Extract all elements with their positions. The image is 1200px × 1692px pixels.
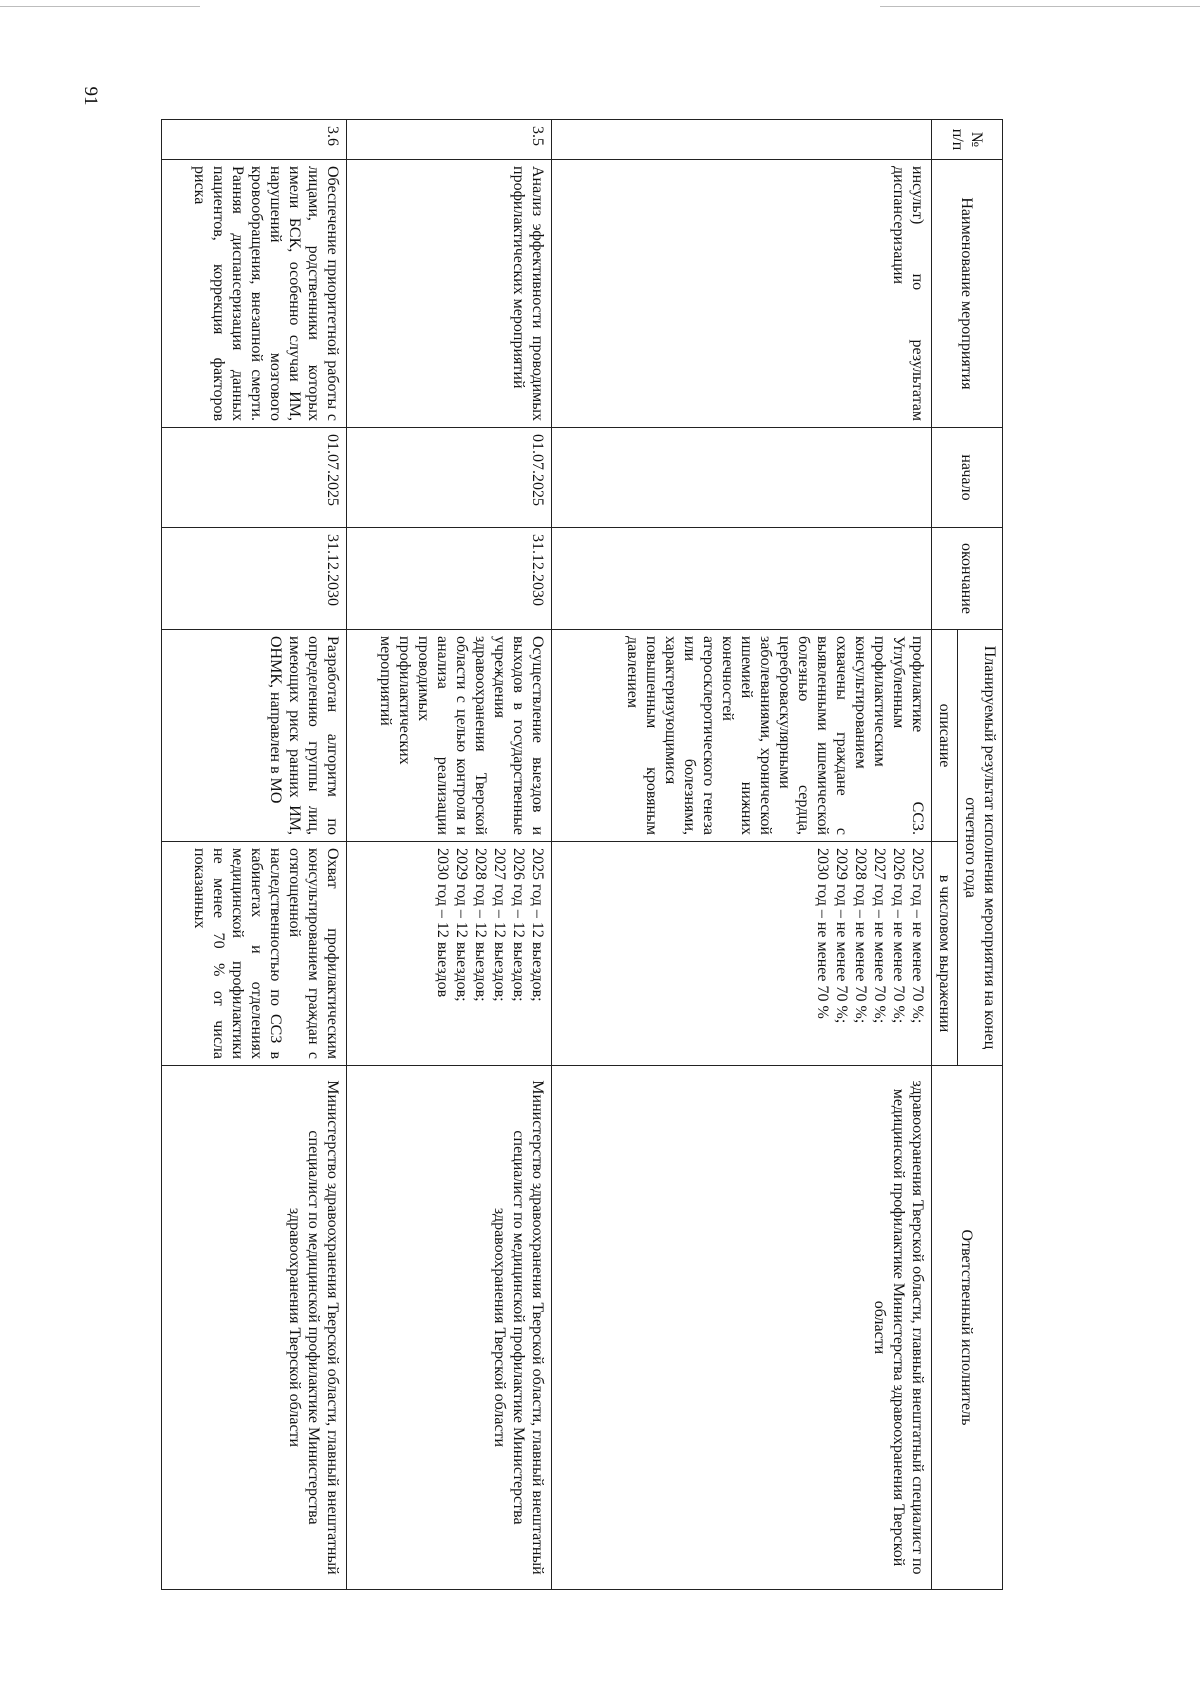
row-numeric: 2025 год – не менее 70 %; 2026 год – не менее 70 %; 2027 год – не менее 70 %; 2028 год – не менее 70 %; 2029 год – не менее 70 %; 2030 год – не менее 70 % [552, 842, 932, 1066]
row-num: 3.5 [347, 120, 552, 160]
row-description: Осуществление выездов и выходов в государственные учреждения здравоохранения Тверской области с целью контроля и анализа реализации проводимых профилактических мероприятий [347, 630, 552, 842]
row-responsible: Министерство здравоохранения Тверской области, главный внештатный специалист по медицинской профилактике Министерства здравоохранения Тверской области [347, 1066, 552, 1590]
header-responsible: Ответственный исполнитель [932, 1066, 1003, 1590]
table-row [552, 120, 932, 1590]
table-row [347, 120, 552, 1590]
row-responsible: здравоохранения Тверской области, главный внештатный специалист по медицинской профилактике Министерства здравоохранения Тверской области [552, 1066, 932, 1590]
row-start: 01.07.2025 [347, 428, 552, 528]
header-start: начало [932, 428, 1003, 528]
table-row [162, 120, 347, 1590]
header-result-numeric: в числовом выражении [932, 842, 958, 1066]
rotated-document [173, 119, 1003, 1589]
row-name: Анализ эффективности проводимых профилактических мероприятий [347, 160, 552, 428]
header-end: окончание [932, 528, 1003, 630]
header-name: Наименование мероприятия [932, 160, 1003, 428]
row-name: инсульт) по результатам диспансеризации [552, 160, 932, 428]
row-description: профилактике ССЗ. Углубленным профилактическим консультированием охвачены граждане с выявленными ишемической болезнью сердца, цереброваскулярными заболеваниями, хронической ишемией нижних конечностей атеросклеротического генеза или болезнями, характеризующимися повышенным кровяным давлением [552, 630, 932, 842]
row-num: 3.6 [162, 120, 347, 160]
activity-table [161, 119, 1003, 1590]
header-result: Планируемый результат исполнения мероприятия на конец отчетного года [958, 630, 1003, 1066]
row-description: Разработан алгоритм по определению группы лиц, имеющих риск ранних ИМ, ОНМК, направлен в МО [162, 630, 347, 842]
row-end: 31.12.2030 [162, 528, 347, 630]
header-result-description: описание [932, 630, 958, 842]
scan-edge-line-right [880, 6, 1200, 7]
page-number: 91 [80, 86, 101, 106]
row-numeric: Охват профилактическим консультированием граждан с отягощенной наследственностью по ССЗ в кабинетах и отделениях медицинской профилактики не менее 70 % от числа показанных [162, 842, 347, 1066]
row-end [552, 528, 932, 630]
row-num [552, 120, 932, 160]
row-responsible: Министерство здравоохранения Тверской области, главный внештатный специалист по медицинской профилактике Министерства здравоохранения Тверской области [162, 1066, 347, 1590]
row-start: 01.07.2025 [162, 428, 347, 528]
row-end: 31.12.2030 [347, 528, 552, 630]
scan-edge-line-left [0, 6, 200, 7]
row-numeric: 2025 год – 12 выездов; 2026 год – 12 выездов; 2027 год – 12 выездов; 2028 год – 12 выездов; 2029 год – 12 выездов; 2030 год – 12 выездов [347, 842, 552, 1066]
row-name: Обеспечение приоритетной работы с лицами, родственники которых имели БСК, особенно случаи ИМ, нарушений мозгового кровообращения, внезапной смерти. Ранняя диспансеризация данных пациентов, коррекция факторов риска [162, 160, 347, 428]
header-num: № п/п [932, 120, 1003, 160]
row-start [552, 428, 932, 528]
